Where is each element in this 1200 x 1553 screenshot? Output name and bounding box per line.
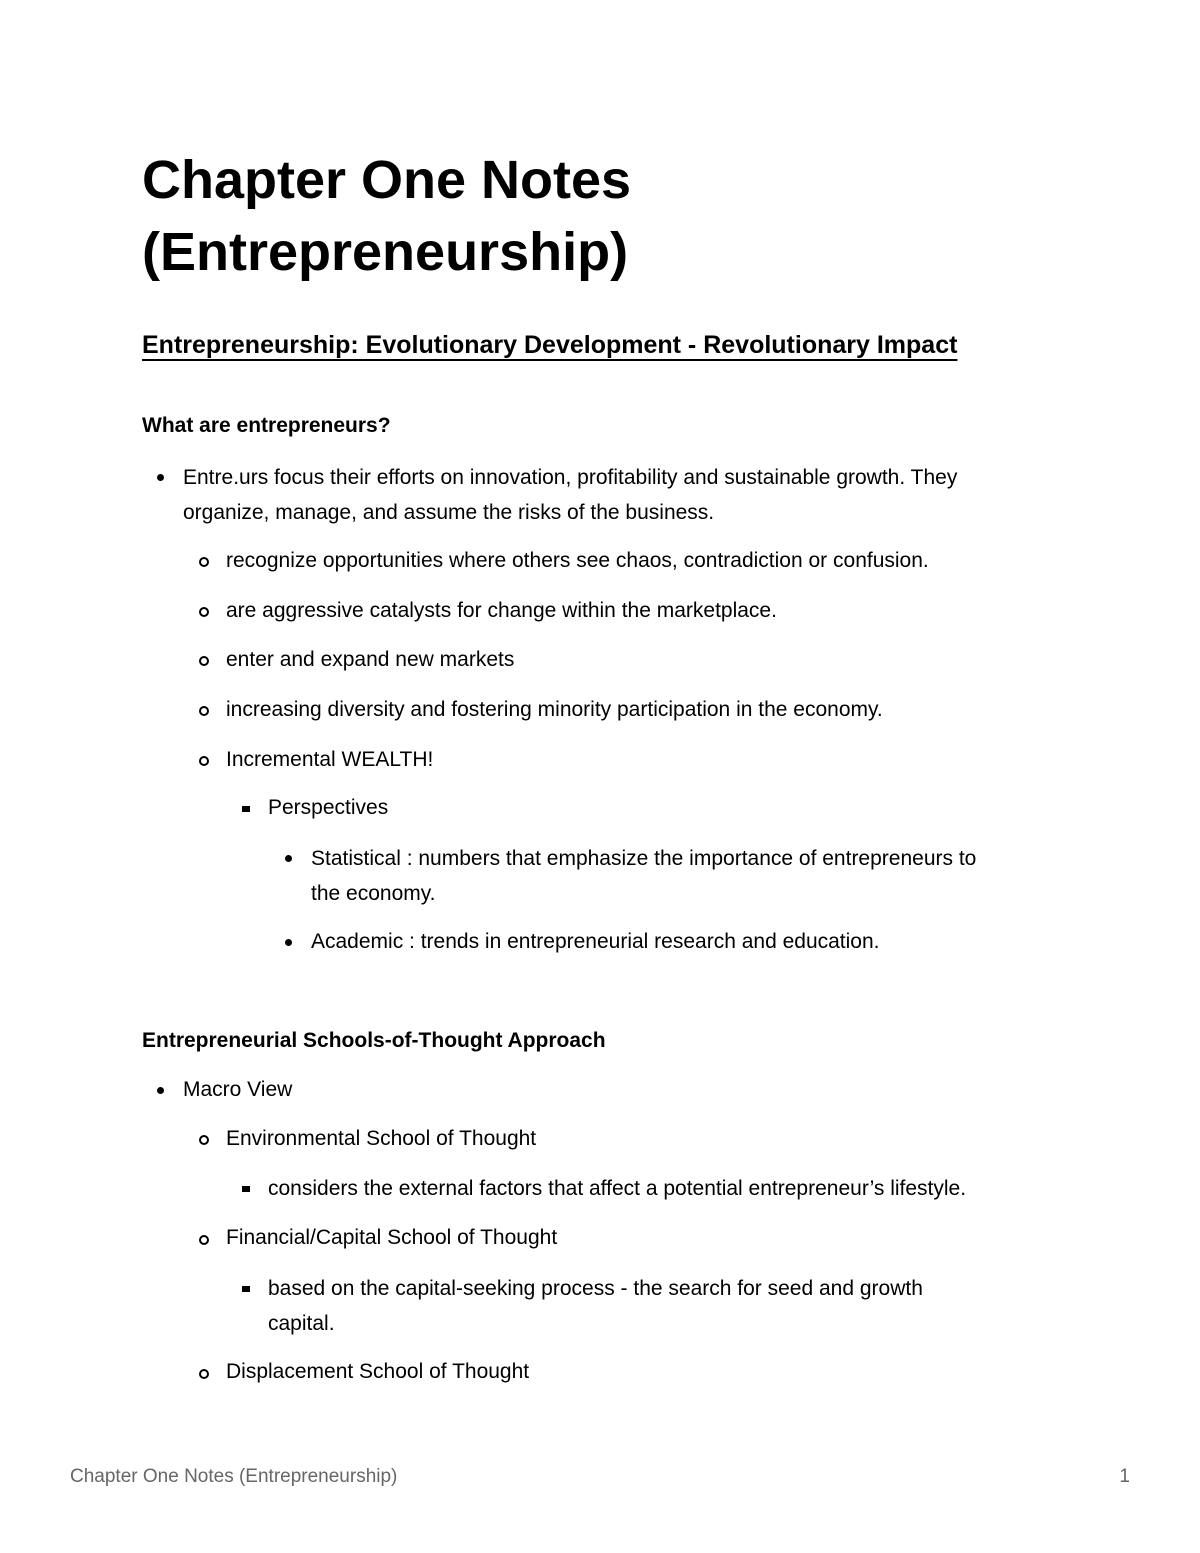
bullet-circle-icon — [199, 557, 209, 567]
list-item: enter and expand new markets — [226, 648, 515, 671]
list-item-financial: Financial/Capital School of Thought — [226, 1226, 558, 1249]
list-item: Incremental WEALTH! — [226, 748, 434, 771]
bullet-dot-icon — [157, 1087, 164, 1094]
bullet-circle-icon — [199, 607, 209, 617]
list-item-text: organize, manage, and assume the risks of the business. — [183, 501, 715, 524]
list-item-statistical — [311, 841, 1091, 911]
bullet-dot-icon — [157, 474, 164, 481]
question-heading: What are entrepreneurs? — [142, 414, 391, 437]
section-heading-schools-of-thought: Entrepreneurial Schools-of-Thought Approach — [142, 1029, 606, 1052]
list-item-text: capital. — [268, 1312, 335, 1335]
section-heading-evolutionary: Entrepreneurship: Evolutionary Development - Revolutionary Impact — [142, 331, 958, 359]
bullet-square-icon — [242, 1286, 250, 1292]
list-item: recognize opportunities where others see chaos, contradiction or confusion. — [226, 549, 929, 572]
bullet-circle-icon — [199, 756, 209, 766]
bullet-circle-icon — [199, 1369, 209, 1379]
title-line-1: Chapter One Notes — [142, 150, 632, 210]
bullet-circle-icon — [199, 1135, 209, 1145]
list-item-academic: Academic : trends in entrepreneurial research and education. — [311, 930, 880, 953]
footer-title: Chapter One Notes (Entrepreneurship) — [70, 1466, 398, 1487]
list-item-entrepreneurs-focus — [183, 460, 1083, 530]
list-item: are aggressive catalysts for change within the marketplace. — [226, 599, 777, 622]
bullet-circle-icon — [199, 706, 209, 716]
bullet-square-icon — [242, 1186, 250, 1192]
list-item-perspectives: Perspectives — [268, 796, 389, 819]
list-item-text: based on the capital-seeking process - the search for seed and growth — [268, 1277, 923, 1300]
bullet-circle-icon — [199, 656, 209, 666]
list-item-text: Entre.urs focus their efforts on innovation, profitability and sustainable growth. They — [183, 466, 958, 489]
list-item: increasing diversity and fostering minority participation in the economy. — [226, 698, 883, 721]
list-item-environmental-detail: considers the external factors that affect a potential entrepreneur’s lifestyle. — [268, 1177, 967, 1200]
page-number: 1 — [1119, 1466, 1130, 1487]
bullet-dot-icon — [285, 939, 292, 946]
bullet-circle-icon — [199, 1235, 209, 1245]
document-title — [142, 144, 1042, 288]
list-item-text: Statistical : numbers that emphasize the importance of entrepreneurs to — [311, 847, 977, 870]
list-item-macro-view: Macro View — [183, 1078, 293, 1101]
bullet-dot-icon — [285, 855, 292, 862]
list-item-environmental: Environmental School of Thought — [226, 1127, 537, 1150]
bullet-square-icon — [242, 806, 250, 812]
list-item-financial-detail — [268, 1271, 1088, 1341]
list-item-displacement: Displacement School of Thought — [226, 1360, 530, 1383]
list-item-text: the economy. — [311, 882, 436, 905]
title-line-2: (Entrepreneurship) — [142, 222, 629, 282]
